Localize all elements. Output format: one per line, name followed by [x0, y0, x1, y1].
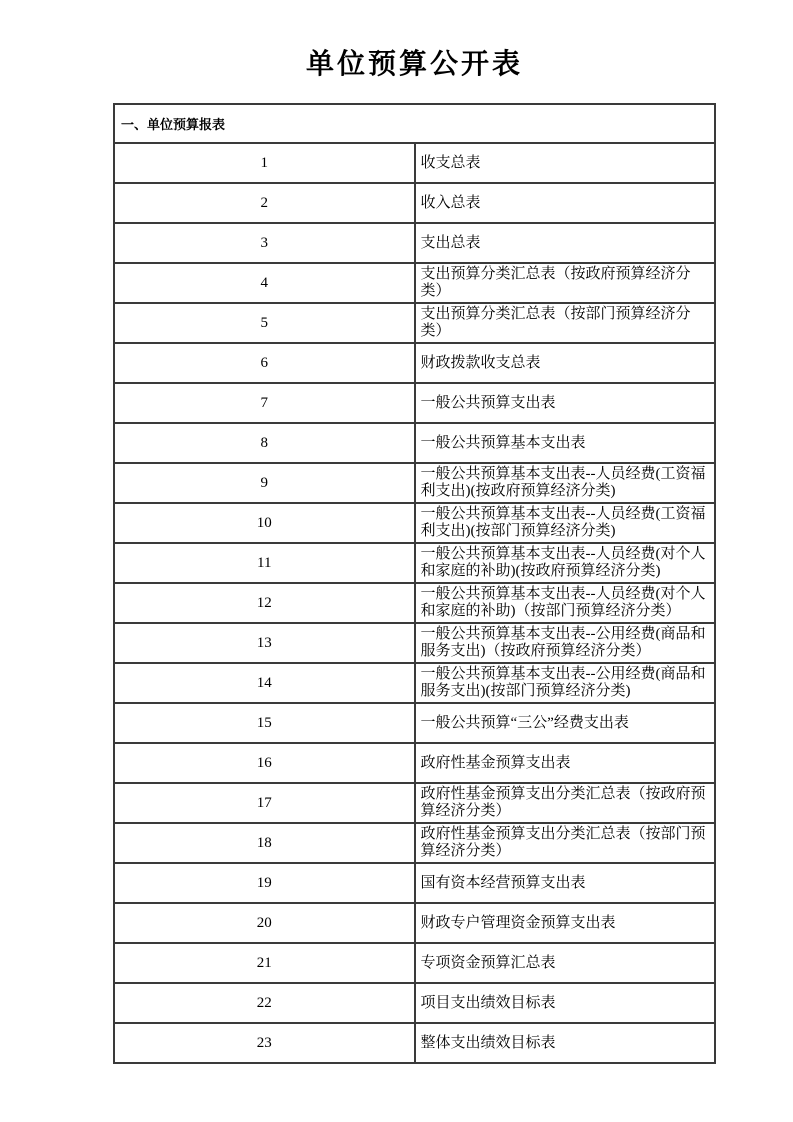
- table-row: [114, 423, 715, 463]
- section-header: 一、单位预算报表: [114, 104, 715, 143]
- table-row: [114, 943, 715, 983]
- table-row: [114, 503, 715, 543]
- table-name-cell: 一般公共预算基本支出表--人员经费(工资福利支出)(按政府预算经济分类): [415, 463, 716, 503]
- row-number-cell: 21: [114, 943, 415, 983]
- row-number-cell: 8: [114, 423, 415, 463]
- table-row: [114, 343, 715, 383]
- row-number-cell: 16: [114, 743, 415, 783]
- table-name-cell: 一般公共预算基本支出表--公用经费(商品和服务支出)(按部门预算经济分类): [415, 663, 716, 703]
- table-name-cell: 政府性基金预算支出表: [415, 743, 716, 783]
- table-name-cell: 专项资金预算汇总表: [415, 943, 716, 983]
- table-row: [114, 583, 715, 623]
- row-number-cell: 13: [114, 623, 415, 663]
- row-number-cell: 17: [114, 783, 415, 823]
- row-number-cell: 22: [114, 983, 415, 1023]
- row-number-cell: 7: [114, 383, 415, 423]
- row-number-cell: 5: [114, 303, 415, 343]
- table-name-cell: 项目支出绩效目标表: [415, 983, 716, 1023]
- row-number-cell: 12: [114, 583, 415, 623]
- table-body: [114, 143, 715, 1063]
- table-row: [114, 663, 715, 703]
- table-name-cell: 整体支出绩效目标表: [415, 1023, 716, 1063]
- table-name-cell: 支出预算分类汇总表（按政府预算经济分类）: [415, 263, 716, 303]
- row-number-cell: 19: [114, 863, 415, 903]
- section-header-row: [114, 104, 715, 143]
- table-row: [114, 983, 715, 1023]
- row-number-cell: 14: [114, 663, 415, 703]
- row-number-cell: 23: [114, 1023, 415, 1063]
- table-name-cell: 收入总表: [415, 183, 716, 223]
- budget-table-head: [114, 104, 715, 143]
- page-title: 单位预算公开表: [305, 48, 523, 79]
- row-number-cell: 20: [114, 903, 415, 943]
- table-name-cell: 一般公共预算基本支出表--公用经费(商品和服务支出)（按政府预算经济分类）: [415, 623, 716, 663]
- table-row: [114, 823, 715, 863]
- table-row: [114, 383, 715, 423]
- table-row: [114, 903, 715, 943]
- table-name-cell: 一般公共预算基本支出表--人员经费(工资福利支出)(按部门预算经济分类): [415, 503, 716, 543]
- table-row: [114, 303, 715, 343]
- row-number-cell: 15: [114, 703, 415, 743]
- table-name-cell: 一般公共预算基本支出表--人员经费(对个人和家庭的补助)（按部门预算经济分类）: [415, 583, 716, 623]
- table-name-cell: 政府性基金预算支出分类汇总表（按部门预算经济分类）: [415, 823, 716, 863]
- table-row: [114, 743, 715, 783]
- table-row: [114, 543, 715, 583]
- table-name-cell: 一般公共预算“三公”经费支出表: [415, 703, 716, 743]
- row-number-cell: 18: [114, 823, 415, 863]
- row-number-cell: 6: [114, 343, 415, 383]
- table-name-cell: 国有资本经营预算支出表: [415, 863, 716, 903]
- table-row: [114, 263, 715, 303]
- table-name-cell: 支出预算分类汇总表（按部门预算经济分类）: [415, 303, 716, 343]
- row-number-cell: 9: [114, 463, 415, 503]
- table-name-cell: 支出总表: [415, 223, 716, 263]
- table-name-cell: 财政专户管理资金预算支出表: [415, 903, 716, 943]
- table-name-cell: 政府性基金预算支出分类汇总表（按政府预算经济分类）: [415, 783, 716, 823]
- row-number-cell: 3: [114, 223, 415, 263]
- budget-table-list: [113, 103, 716, 1064]
- table-row: [114, 623, 715, 663]
- table-row: [114, 703, 715, 743]
- table-row: [114, 223, 715, 263]
- row-number-cell: 10: [114, 503, 415, 543]
- table-row: [114, 183, 715, 223]
- table-row: [114, 783, 715, 823]
- table-name-cell: 财政拨款收支总表: [415, 343, 716, 383]
- table-row: [114, 463, 715, 503]
- table-name-cell: 一般公共预算基本支出表: [415, 423, 716, 463]
- row-number-cell: 4: [114, 263, 415, 303]
- table-name-cell: 收支总表: [415, 143, 716, 183]
- row-number-cell: 11: [114, 543, 415, 583]
- table-row: [114, 1023, 715, 1063]
- table-row: [114, 143, 715, 183]
- row-number-cell: 2: [114, 183, 415, 223]
- table-name-cell: 一般公共预算基本支出表--人员经费(对个人和家庭的补助)(按政府预算经济分类): [415, 543, 716, 583]
- table-row: [114, 863, 715, 903]
- row-number-cell: 1: [114, 143, 415, 183]
- table-name-cell: 一般公共预算支出表: [415, 383, 716, 423]
